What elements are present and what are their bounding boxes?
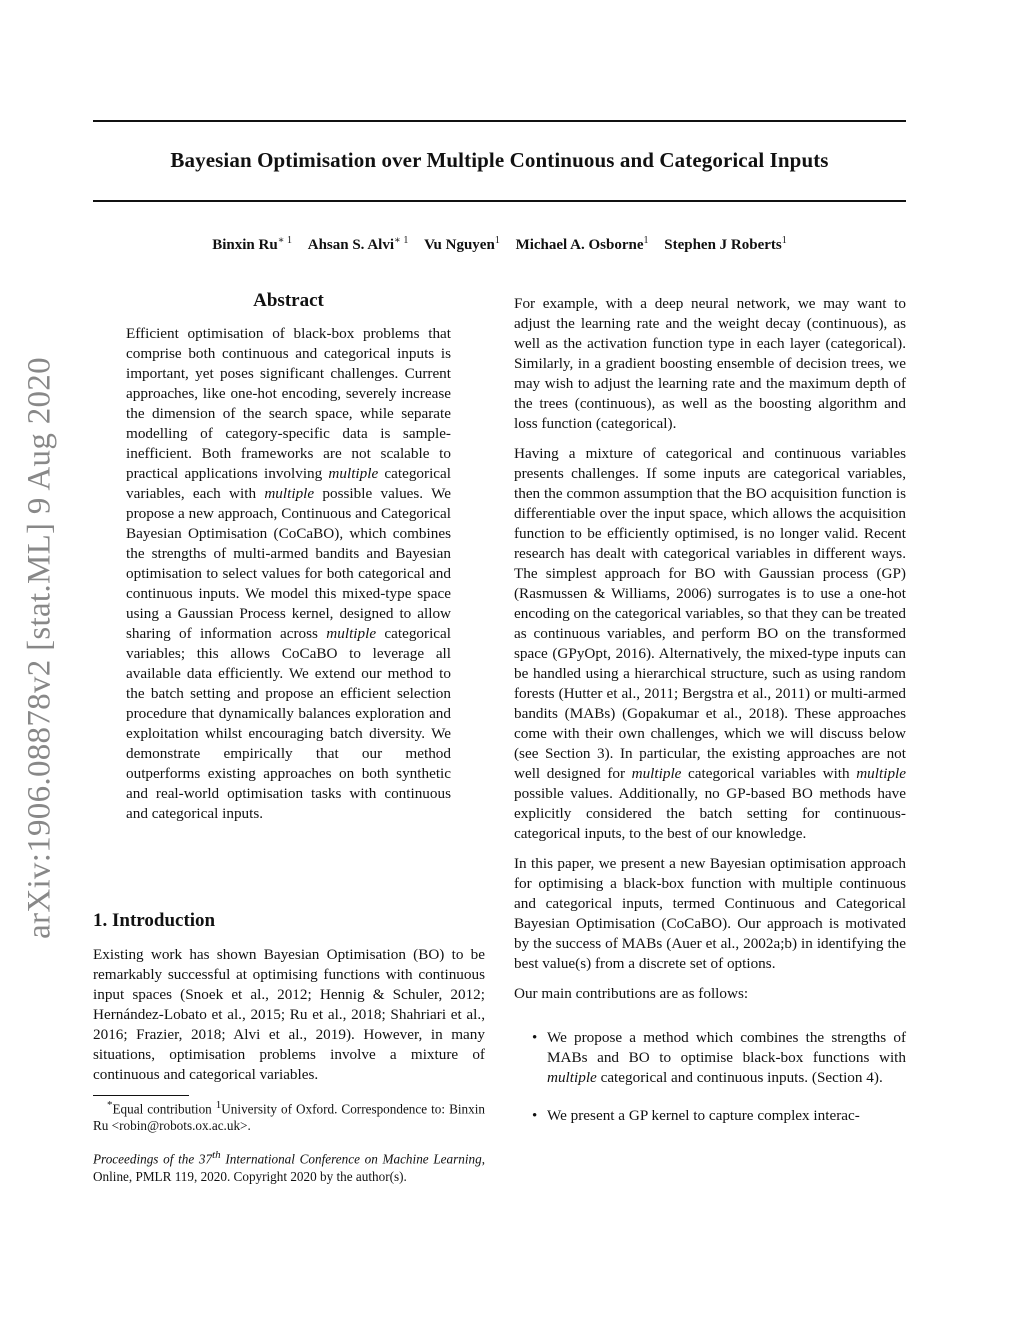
- abstract-body: [126, 324, 451, 834]
- footnotes: [93, 1097, 485, 1198]
- footnote-affiliation: *Equal contribution $^1$University of Oxford. Correspondence to: Binxin Ru <robin@robots.ox.ac.uk>.: [93, 1099, 485, 1134]
- title-top-rule: [93, 120, 906, 122]
- contributions-list: [514, 1028, 906, 1126]
- abstract-heading: Abstract: [253, 290, 324, 311]
- introduction-heading: 1. Introduction: [93, 910, 216, 931]
- footnote-rule: [93, 1095, 189, 1096]
- bullet-icon: •: [532, 1108, 538, 1124]
- abstract-paragraph: Efficient optimisation of black-box problems that comprise both continuous and categorical inputs is important, yet poses significant challenges. Current approaches, like one-hot encoding, severely increase the dimension of the search space, while separate modelling of category-specific data is sample-inefficient. Both frameworks are not scalable to practical applications involving multiple categorical variables, each with multiple possible values. We propose a new approach, Continuous and Categorical Bayesian Optimisation (CoCaBO), which combines the strengths of multi-armed bandits and Bayesian optimisation to select values for both categorical and continuous inputs. We model this mixed-type space using a Gaussian Process kernel, designed to allow sharing of information across multiple categorical variables; this allows CoCaBO to leverage all available data efficiently. We extend our method to the batch setting and propose an efficient selection procedure that dynamically balances exploration and exploitation whilst encouraging batch diversity. We demonstrate empirically that our method outperforms existing approaches on both synthetic and real-world optimisation tasks with continuous and categorical inputs.: [126, 325, 451, 822]
- author: Vu Nguyen$^1$: [424, 235, 500, 253]
- introduction-left-column: [93, 945, 485, 1095]
- introduction-right-column: [514, 294, 906, 1144]
- bullet-icon: •: [532, 1030, 538, 1046]
- paper-title: Bayesian Optimisation over Multiple Continuous and Categorical Inputs: [170, 148, 829, 172]
- author: Michael A. Osborne$^1$: [515, 235, 649, 253]
- body-paragraph: Having a mixture of categorical and continuous variables presents challenges. If some inputs are categorical variables, then the common assumption that the BO acquisition function is differentiable over the input space, which allows the acquisition function to be efficiently optimised, is no longer valid. Recent research has dealt with categorical variables in different ways. The simplest approach for BO with Gaussian process (GP) (Rasmussen & Williams, 2006) surrogates is to use a one-hot encoding on the categorical variables, so that they can be treated as continuous variables, and perform BO on the transformed space (GPyOpt, 2016). Alternatively, the mixed-type inputs can be handled using a hierarchical structure, such as using random forests (Hutter et al., 2011; Bergstra et al., 2011) or multi-armed bandits (MABs) (Gopakumar et al., 2018). These approaches come with their own challenges, which we will discuss below (see Section 3). In particular, the existing approaches are not well designed for multiple categorical variables with multiple possible values. Additionally, no GP-based BO methods have explicitly considered the batch setting for continuous-categorical inputs, to the best of our knowledge.: [514, 445, 906, 842]
- footnote-proceedings: Proceedings of the 37th International Conference on Machine Learning, Online, PMLR 119, 2020. Copyright 2020 by the author(s).: [93, 1149, 485, 1184]
- arxiv-identifier: arXiv:1906.08878v2 [stat.ML] 9 Aug 2020: [21, 357, 58, 939]
- author: Ahsan S. Alvi$^{∗ 1}$: [307, 235, 409, 253]
- author: Stephen J Roberts$^1$: [664, 235, 787, 253]
- list-item: • We propose a method which combines the strengths of MABs and BO to optimise black-box functions with multiple categorical and continuous inputs. (Section 4).: [532, 1029, 906, 1086]
- author: Binxin $Ru^{∗ 1}$: [212, 235, 292, 253]
- title-bottom-rule: [93, 200, 906, 202]
- body-paragraph: Our main contributions are as follows:: [514, 985, 749, 1002]
- body-paragraph: In this paper, we present a new Bayesian optimisation approach for optimising a black-box function with multiple continuous and categorical inputs, termed Continuous and Categorical Bayesian Optimisation (CoCaBO). Our approach is motivated by the success of MABs (Auer et al., 2002a;b) in identifying the best value(s) from a discrete set of options.: [514, 855, 906, 972]
- author-list: [93, 235, 906, 254]
- list-item: • We present a GP kernel to capture complex interac-: [532, 1107, 860, 1124]
- body-paragraph: For example, with a deep neural network, we may want to adjust the learning rate and the weight decay (continuous), as well as the activation function type in each layer (categorical). Similarly, in a gradient boosting ensemble of decision trees, we may wish to adjust the learning rate and the maximum depth of the trees (continuous), as well as the boosting algorithm and loss function (categorical).: [514, 295, 906, 432]
- body-paragraph: Existing work has shown Bayesian Optimisation (BO) to be remarkably successful at optimising functions with continuous input spaces (Snoek et al., 2012; Hennig & Schuler, 2012; Hernández-Lobato et al., 2015; Ru et al., 2018; Shahriari et al., 2016; Frazier, 2018; Alvi et al., 2019). However, in many situations, optimisation problems involve a mixture of continuous and categorical variables.: [93, 946, 485, 1083]
